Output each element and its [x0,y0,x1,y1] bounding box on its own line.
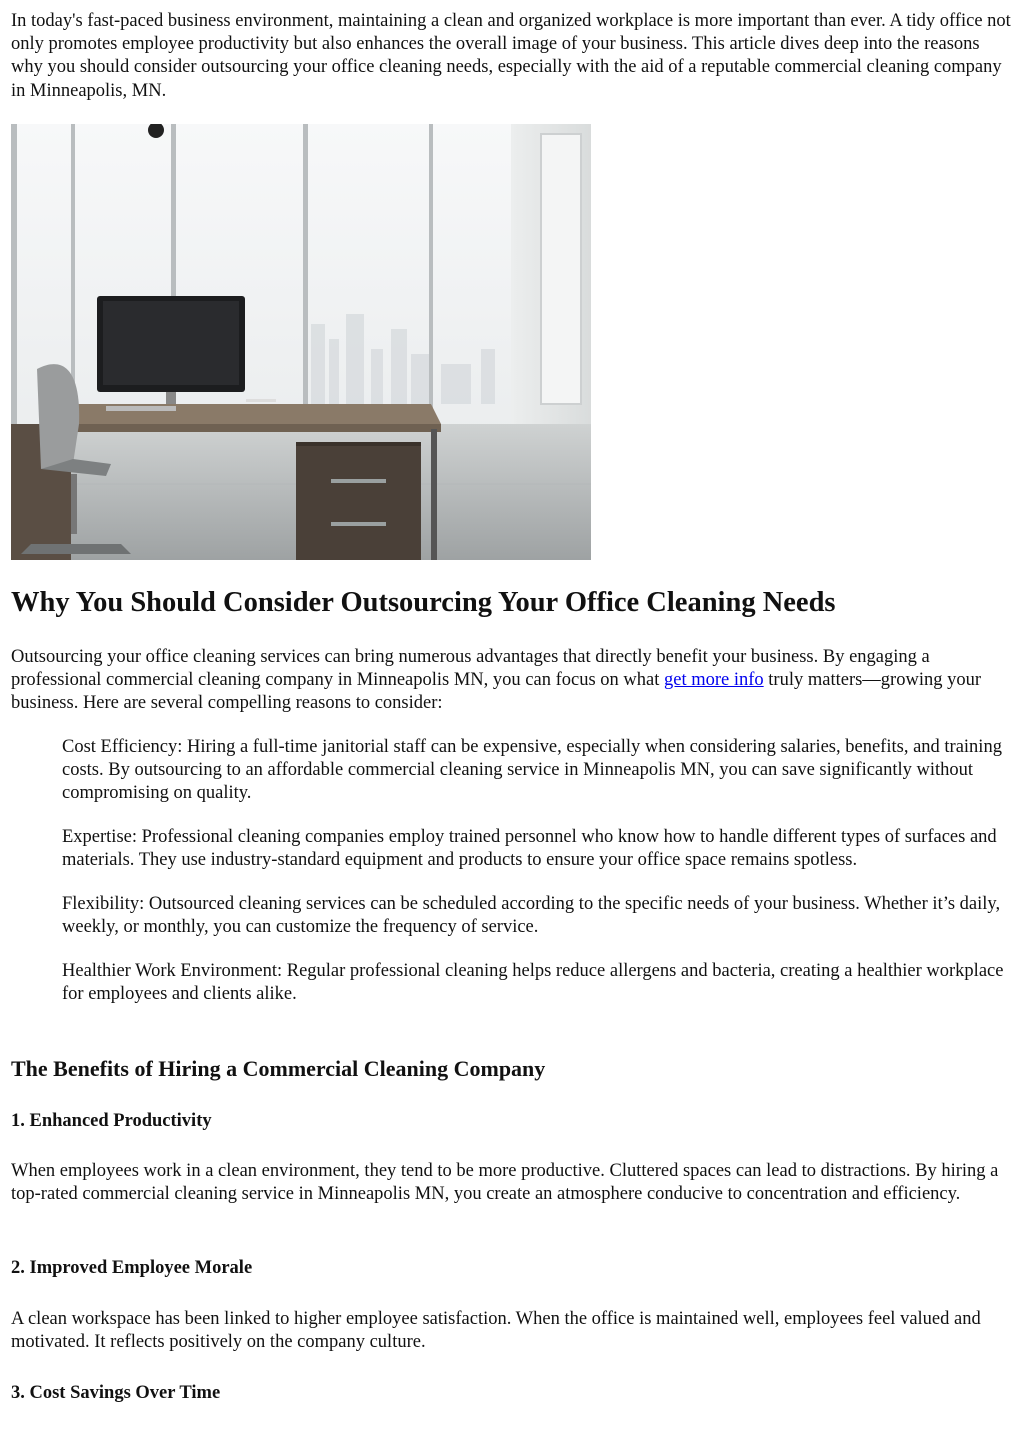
reasons-list [62,736,1022,1027]
paragraph-text-after-link: truly matters—growing your business. Here are several compelling reasons to consider: [11,670,981,714]
section-heading-outsourcing: Why You Should Consider Outsourcing Your Office Cleaning Needs [11,587,836,618]
get-more-info-link[interactable]: get more info [663,670,764,691]
list-item: Healthier Work Environment: Regular professional cleaning helps reduce allergens and bacteria, creating a healthier workplace for employees and clients alike. [62,960,1004,1005]
list-item: Expertise: Professional cleaning companies employ trained personnel who know how to handle different types of surfaces and materials. They use industry-standard equipment and products to ensure your office space remains spotless. [62,827,997,871]
office-illustration [11,124,591,560]
benefit-title-morale: 2. Improved Employee Morale [11,1258,253,1278]
list-item: Flexibility: Outsourced cleaning services can be scheduled according to the specific needs of your business. Whether it’s daily, weekly, or monthly, you can customize the frequency of service. [62,894,1001,938]
section-heading-benefits: The Benefits of Hiring a Commercial Cleaning Company [11,1056,546,1081]
outsourcing-paragraph [11,646,1016,716]
benefit-body-morale: A clean workspace has been linked to higher employee satisfaction. When the office is maintained well, employees feel valued and motivated. It reflects positively on the company culture. [11,1309,981,1353]
paragraph-text-before-link: Outsourcing your office cleaning services can bring numerous advantages that directly benefit your business. By engaging a professional commercial cleaning company in Minneapolis MN, you can focus on what [11,647,930,691]
office-photo [11,124,591,560]
list-item: Cost Efficiency: Hiring a full-time janitorial staff can be expensive, especially when considering salaries, benefits, and training costs. By outsourcing to an affordable commercial cleaning service in Minneapolis MN, you can save significantly without compromising on quality. [62,737,1002,804]
intro-paragraph: In today's fast-paced business environment, maintaining a clean and organized workplace is more important than ever. A tidy office not only promotes employee productivity but also enhances the overall image of your business. This article dives deep into the reasons why you should consider outsourcing your office cleaning needs, especially with the aid of a reputable commercial cleaning company in Minneapolis, MN. [11,11,1011,101]
benefit-title-productivity: 1. Enhanced Productivity [11,1111,212,1131]
benefit-body-productivity: When employees work in a clean environment, they tend to be more productive. Cluttered spaces can lead to distractions. By hiring a top-rated commercial cleaning service in Minneapolis MN, you create an atmosphere conducive to concentration and efficiency. [11,1161,999,1205]
benefit-title-cost-savings: 3. Cost Savings Over Time [11,1383,221,1403]
